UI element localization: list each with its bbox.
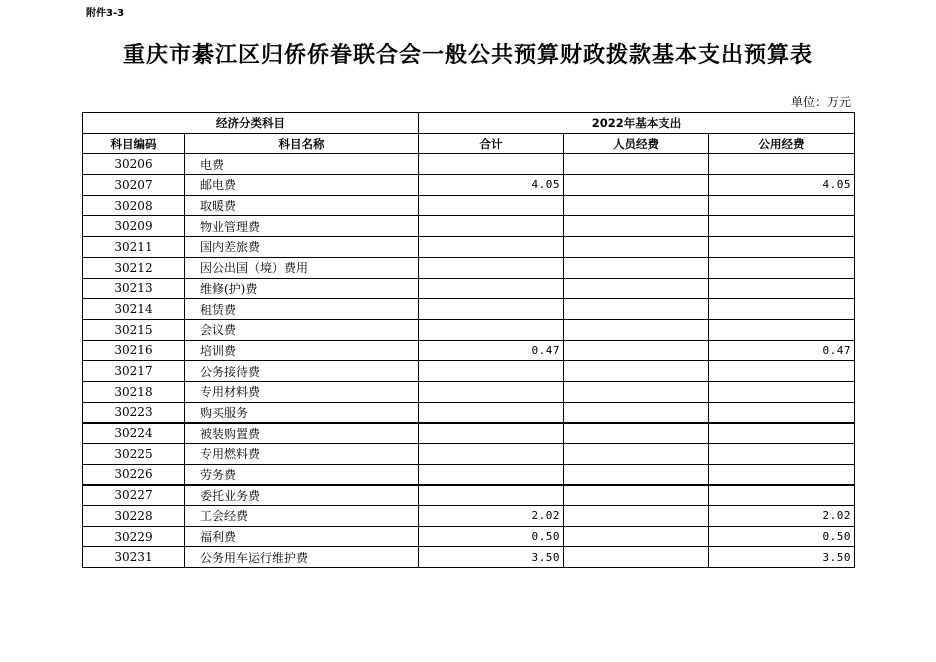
cell-total bbox=[419, 299, 564, 320]
cell-public bbox=[709, 195, 855, 216]
cell-code: 30231 bbox=[83, 547, 185, 568]
cell-public bbox=[709, 154, 855, 175]
cell-public bbox=[709, 423, 855, 444]
cell-code: 30227 bbox=[83, 485, 185, 506]
cell-name: 专用燃料费 bbox=[185, 444, 419, 465]
cell-personnel bbox=[564, 175, 709, 196]
cell-total bbox=[419, 423, 564, 444]
cell-personnel bbox=[564, 278, 709, 299]
table-row bbox=[83, 361, 855, 382]
table-row bbox=[83, 278, 855, 299]
cell-total: 4.05 bbox=[419, 175, 564, 196]
cell-code: 30223 bbox=[83, 402, 185, 423]
cell-name: 维修(护)费 bbox=[185, 278, 419, 299]
cell-public bbox=[709, 278, 855, 299]
cell-public bbox=[709, 216, 855, 237]
cell-total bbox=[419, 485, 564, 506]
table-row bbox=[83, 237, 855, 258]
cell-public bbox=[709, 381, 855, 402]
cell-total bbox=[419, 154, 564, 175]
header-group-row bbox=[83, 113, 855, 134]
table-row bbox=[83, 299, 855, 320]
cell-total: 0.50 bbox=[419, 526, 564, 547]
cell-code: 30228 bbox=[83, 506, 185, 527]
cell-name: 购买服务 bbox=[185, 402, 419, 423]
cell-code: 30224 bbox=[83, 423, 185, 444]
header-economic-classification: 经济分类科目 bbox=[83, 113, 419, 134]
cell-personnel bbox=[564, 319, 709, 340]
cell-personnel bbox=[564, 547, 709, 568]
cell-public bbox=[709, 319, 855, 340]
cell-name: 取暖费 bbox=[185, 195, 419, 216]
cell-name: 劳务费 bbox=[185, 464, 419, 485]
cell-personnel bbox=[564, 526, 709, 547]
cell-personnel bbox=[564, 257, 709, 278]
cell-name: 公务用车运行维护费 bbox=[185, 547, 419, 568]
cell-personnel bbox=[564, 402, 709, 423]
page-title: 重庆市綦江区归侨侨眷联合会一般公共预算财政拨款基本支出预算表 bbox=[122, 43, 813, 68]
cell-code: 30207 bbox=[83, 175, 185, 196]
cell-personnel bbox=[564, 340, 709, 361]
cell-name: 工会经费 bbox=[185, 506, 419, 527]
cell-total bbox=[419, 319, 564, 340]
cell-name: 培训费 bbox=[185, 340, 419, 361]
cell-code: 30215 bbox=[83, 319, 185, 340]
cell-public bbox=[709, 237, 855, 258]
cell-total bbox=[419, 381, 564, 402]
cell-public: 4.05 bbox=[709, 175, 855, 196]
cell-total bbox=[419, 237, 564, 258]
cell-total: 2.02 bbox=[419, 506, 564, 527]
unit-label: 单位：万元 bbox=[790, 95, 851, 109]
cell-public: 0.50 bbox=[709, 526, 855, 547]
table-row bbox=[83, 154, 855, 175]
table-row bbox=[83, 195, 855, 216]
table-row bbox=[83, 485, 855, 506]
cell-total: 0.47 bbox=[419, 340, 564, 361]
cell-total bbox=[419, 278, 564, 299]
header-basic-expenditure: 2022年基本支出 bbox=[419, 113, 855, 134]
cell-public: 3.50 bbox=[709, 547, 855, 568]
header-column-row bbox=[83, 133, 855, 154]
cell-personnel bbox=[564, 485, 709, 506]
table-row bbox=[83, 402, 855, 423]
table-row bbox=[83, 464, 855, 485]
table-body bbox=[83, 154, 855, 568]
cell-personnel bbox=[564, 423, 709, 444]
cell-public bbox=[709, 257, 855, 278]
cell-public bbox=[709, 464, 855, 485]
cell-code: 30218 bbox=[83, 381, 185, 402]
cell-name: 租赁费 bbox=[185, 299, 419, 320]
cell-code: 30229 bbox=[83, 526, 185, 547]
cell-personnel bbox=[564, 237, 709, 258]
cell-total: 3.50 bbox=[419, 547, 564, 568]
cell-name: 公务接待费 bbox=[185, 361, 419, 382]
cell-name: 国内差旅费 bbox=[185, 237, 419, 258]
cell-code: 30217 bbox=[83, 361, 185, 382]
cell-name: 邮电费 bbox=[185, 175, 419, 196]
cell-personnel bbox=[564, 154, 709, 175]
cell-code: 30225 bbox=[83, 444, 185, 465]
cell-personnel bbox=[564, 195, 709, 216]
table-row bbox=[83, 257, 855, 278]
cell-personnel bbox=[564, 361, 709, 382]
header-name: 科目名称 bbox=[185, 133, 419, 154]
table-row bbox=[83, 340, 855, 361]
cell-personnel bbox=[564, 444, 709, 465]
cell-name: 专用材料费 bbox=[185, 381, 419, 402]
cell-code: 30211 bbox=[83, 237, 185, 258]
table-row bbox=[83, 506, 855, 527]
cell-public bbox=[709, 485, 855, 506]
cell-name: 电费 bbox=[185, 154, 419, 175]
table-row bbox=[83, 526, 855, 547]
cell-personnel bbox=[564, 381, 709, 402]
cell-total bbox=[419, 464, 564, 485]
cell-personnel bbox=[564, 464, 709, 485]
cell-code: 30213 bbox=[83, 278, 185, 299]
cell-code: 30226 bbox=[83, 464, 185, 485]
cell-name: 委托业务费 bbox=[185, 485, 419, 506]
header-code: 科目编码 bbox=[83, 133, 185, 154]
cell-total bbox=[419, 216, 564, 237]
cell-total bbox=[419, 257, 564, 278]
table-row bbox=[83, 547, 855, 568]
budget-table bbox=[82, 112, 855, 568]
cell-code: 30208 bbox=[83, 195, 185, 216]
cell-total bbox=[419, 402, 564, 423]
cell-public bbox=[709, 299, 855, 320]
cell-public: 2.02 bbox=[709, 506, 855, 527]
header-personnel: 人员经费 bbox=[564, 133, 709, 154]
cell-name: 物业管理费 bbox=[185, 216, 419, 237]
cell-public bbox=[709, 444, 855, 465]
cell-name: 被装购置费 bbox=[185, 423, 419, 444]
cell-public bbox=[709, 361, 855, 382]
cell-personnel bbox=[564, 299, 709, 320]
cell-public bbox=[709, 402, 855, 423]
table-row bbox=[83, 444, 855, 465]
header-total: 合计 bbox=[419, 133, 564, 154]
cell-public: 0.47 bbox=[709, 340, 855, 361]
table-row bbox=[83, 319, 855, 340]
table-row bbox=[83, 381, 855, 402]
cell-code: 30216 bbox=[83, 340, 185, 361]
table-row bbox=[83, 216, 855, 237]
attachment-label: 附件3-3 bbox=[86, 8, 125, 19]
cell-total bbox=[419, 444, 564, 465]
cell-personnel bbox=[564, 506, 709, 527]
cell-total bbox=[419, 195, 564, 216]
table-row bbox=[83, 175, 855, 196]
cell-code: 30214 bbox=[83, 299, 185, 320]
cell-name: 因公出国（境）费用 bbox=[185, 257, 419, 278]
cell-total bbox=[419, 361, 564, 382]
cell-code: 30209 bbox=[83, 216, 185, 237]
cell-code: 30206 bbox=[83, 154, 185, 175]
cell-code: 30212 bbox=[83, 257, 185, 278]
table-row bbox=[83, 423, 855, 444]
cell-personnel bbox=[564, 216, 709, 237]
cell-name: 福利费 bbox=[185, 526, 419, 547]
cell-name: 会议费 bbox=[185, 319, 419, 340]
header-public: 公用经费 bbox=[709, 133, 855, 154]
